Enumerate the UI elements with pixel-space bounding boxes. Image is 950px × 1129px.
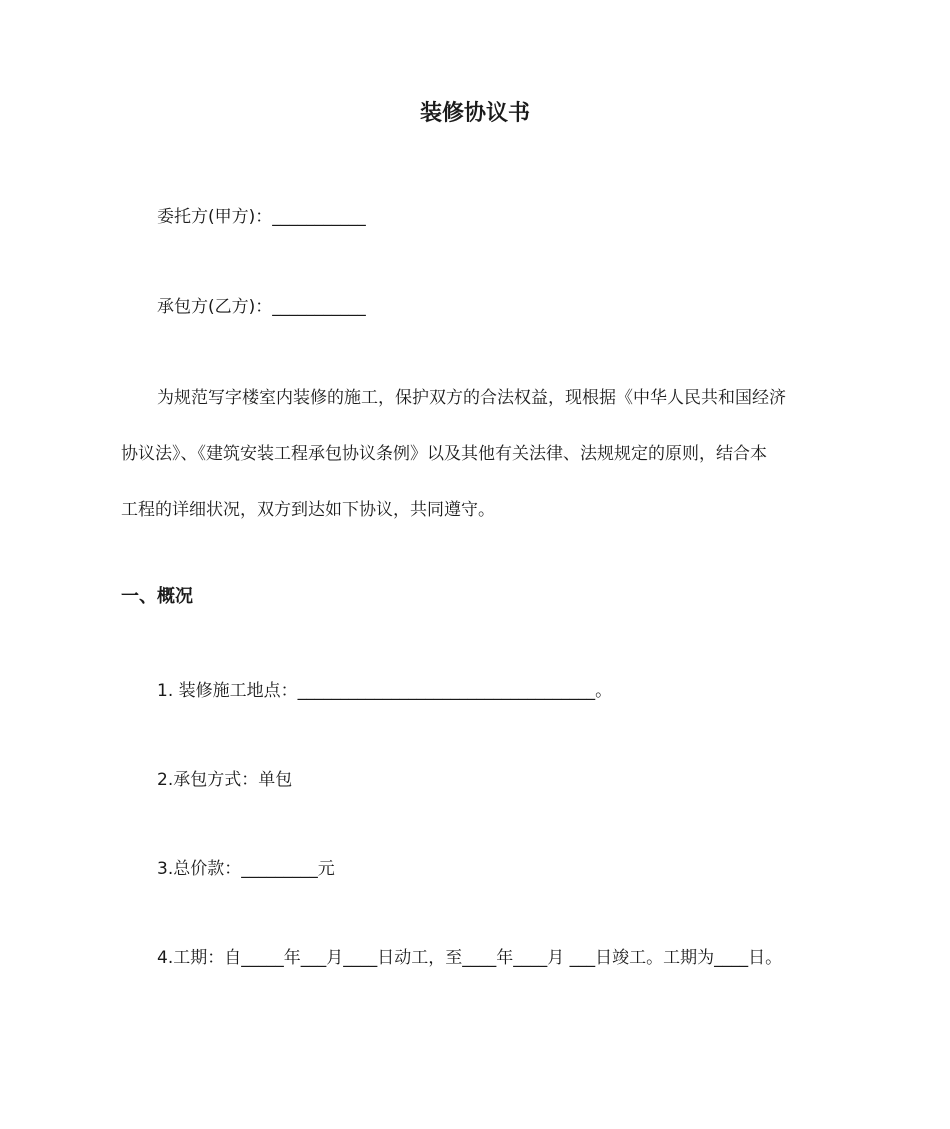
item-contract-method: 2.承包方式：单包 xyxy=(157,770,293,790)
item-location: 1. 装修施工地点：___________________________________。 xyxy=(157,681,613,701)
contractor-party-line: 承包方(乙方)：___________ xyxy=(157,297,366,317)
section-heading-overview: 一、概况 xyxy=(121,586,193,607)
intro-paragraph xyxy=(121,370,831,538)
intro-line-2: 协议法》、《建筑安装工程承包协议条例》以及其他有关法律、法规规定的原则，结合本 xyxy=(121,444,767,464)
item-schedule: 4.工期：自_____年___月____日动工，至____年____月 ___日竣工。工期为____日。 xyxy=(157,948,783,968)
client-party-line: 委托方(甲方)：___________ xyxy=(157,207,366,227)
item-total-price: 3.总价款：_________元 xyxy=(157,859,335,879)
intro-line-3: 工程的详细状况，双方到达如下协议，共同遵守。 xyxy=(121,500,495,520)
intro-line-1: 为规范写字楼室内装修的施工，保护双方的合法权益，现根据《中华人民共和国经济 xyxy=(157,388,786,408)
document-title: 装修协议书 xyxy=(419,101,530,126)
